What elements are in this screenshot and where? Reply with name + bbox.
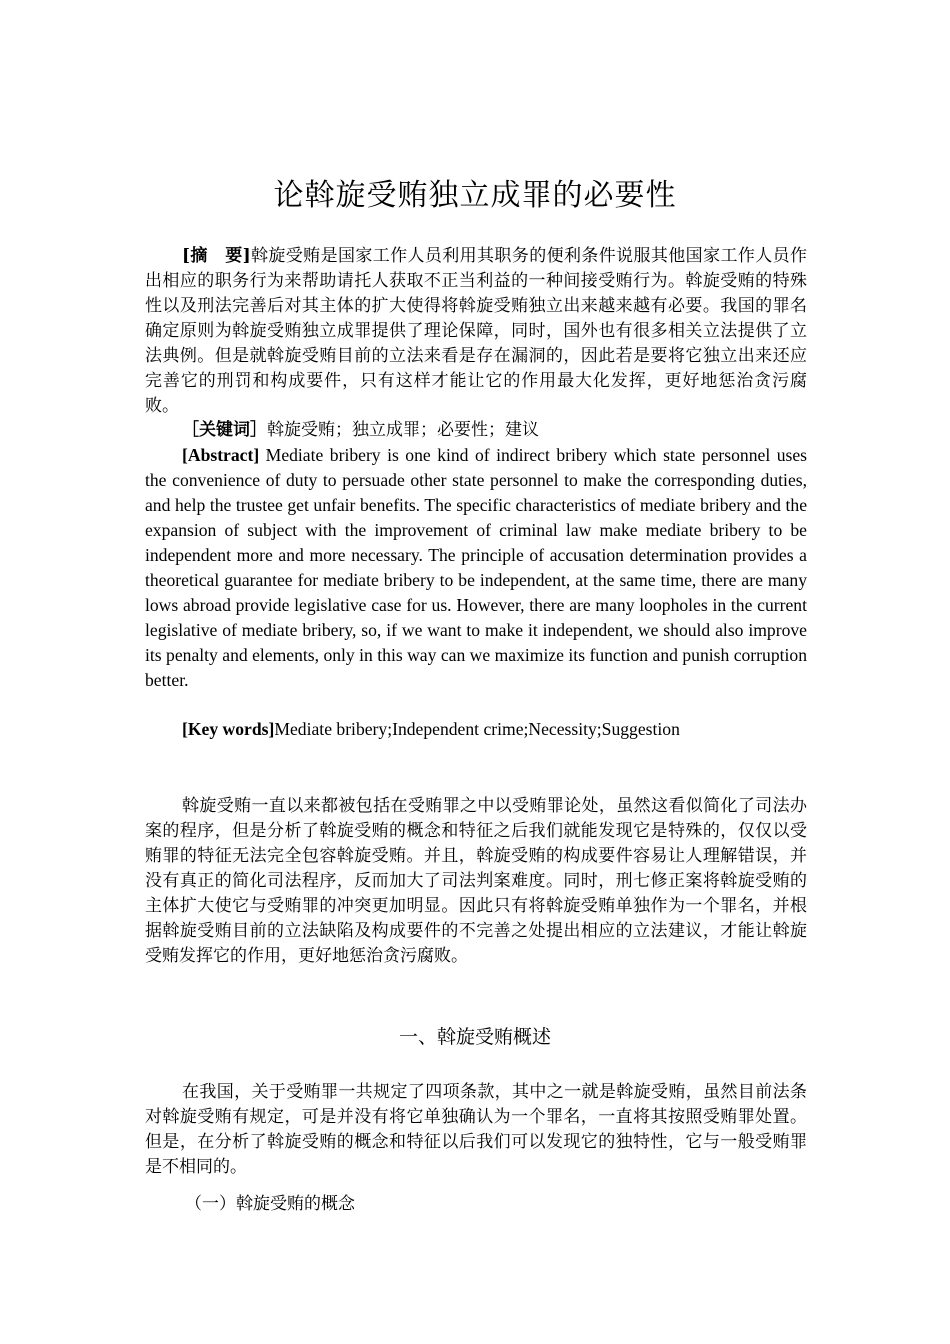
keywords-cn-tag: ［关键词］ [182, 420, 267, 440]
keywords-cn-text: 斡旋受贿；独立成罪；必要性；建议 [267, 420, 539, 440]
subsection-heading: （一）斡旋受贿的概念 [185, 1194, 355, 1214]
keywords-cn [145, 418, 807, 443]
abstract-en-tag: [Abstract] [182, 445, 260, 465]
abstract-en-text: Mediate bribery is one kind of indirect bribery which state personnel uses the convenience of duty to persuade other state personnel to make the corresponding duties, and help the trustee get unfair benefits. The specific characteristics of mediate bribery and the expansion of subject with the improvement of criminal law make mediate bribery to be independent more and more necessary. The principle of accusation determination provides a theoretical guarantee for mediate bribery to be independent, at the same time, there are many lows abroad provide legislative case for us. However, there are many loopholes in the current legislative of mediate bribery, so, if we want to make it independent, we should also improve its penalty and elements, only in this way can we maximize its function and punish corruption better. [145, 445, 807, 690]
abstract-en [145, 443, 807, 693]
section-heading: 一、斡旋受贿概述 [398, 1026, 551, 1048]
keywords-en-text: Mediate bribery;Independent crime;Necessity;Suggestion [274, 719, 680, 739]
section-paragraph: 在我国，关于受贿罪一共规定了四项条款，其中之一就是斡旋受贿，虽然目前法条对斡旋受贿有规定，可是并没有将它单独确认为一个罪名，一直将其按照受贿罪处置。但是，在分析了斡旋受贿的概念和特征以后我们可以发现它的独特性，它与一般受贿罪是不相同的。 [145, 1082, 807, 1177]
keywords-en [145, 717, 807, 742]
abstract-cn-tag: [摘 要] [182, 246, 251, 266]
abstract-cn [145, 244, 807, 419]
intro-paragraph: 斡旋受贿一直以来都被包括在受贿罪之中以受贿罪论处，虽然这看似简化了司法办案的程序，但是分析了斡旋受贿的概念和特征之后我们就能发现它是特殊的，仅仅以受贿罪的特征无法完全包容斡旋受贿。并且，斡旋受贿的构成要件容易让人理解错误，并没有真正的简化司法程序，反而加大了司法判案难度。同时，刑七修正案将斡旋受贿的主体扩大使它与受贿罪的冲突更加明显。因此只有将斡旋受贿单独作为一个罪名，并根据斡旋受贿目前的立法缺陷及构成要件的不完善之处提出相应的立法建议，才能让斡旋受贿发挥它的作用，更好地惩治贪污腐败。 [145, 796, 807, 966]
abstract-cn-text: 斡旋受贿是国家工作人员利用其职务的便利条件说服其他国家工作人员作出相应的职务行为来帮助请托人获取不正当利益的一种间接受贿行为。斡旋受贿的特殊性以及刑法完善后对其主体的扩大使得将斡旋受贿独立出来越来越有必要。我国的罪名确定原则为斡旋受贿独立成罪提供了理论保障，同时，国外也有很多相关立法提供了立法典例。但是就斡旋受贿目前的立法来看是存在漏洞的，因此若是要将它独立出来还应完善它的刑罚和构成要件，只有这样才能让它的作用最大化发挥，更好地惩治贪污腐败。 [145, 246, 808, 416]
paper-title: 论斡旋受贿独立成罪的必要性 [273, 178, 677, 213]
keywords-en-tag: [Key words] [182, 719, 275, 739]
